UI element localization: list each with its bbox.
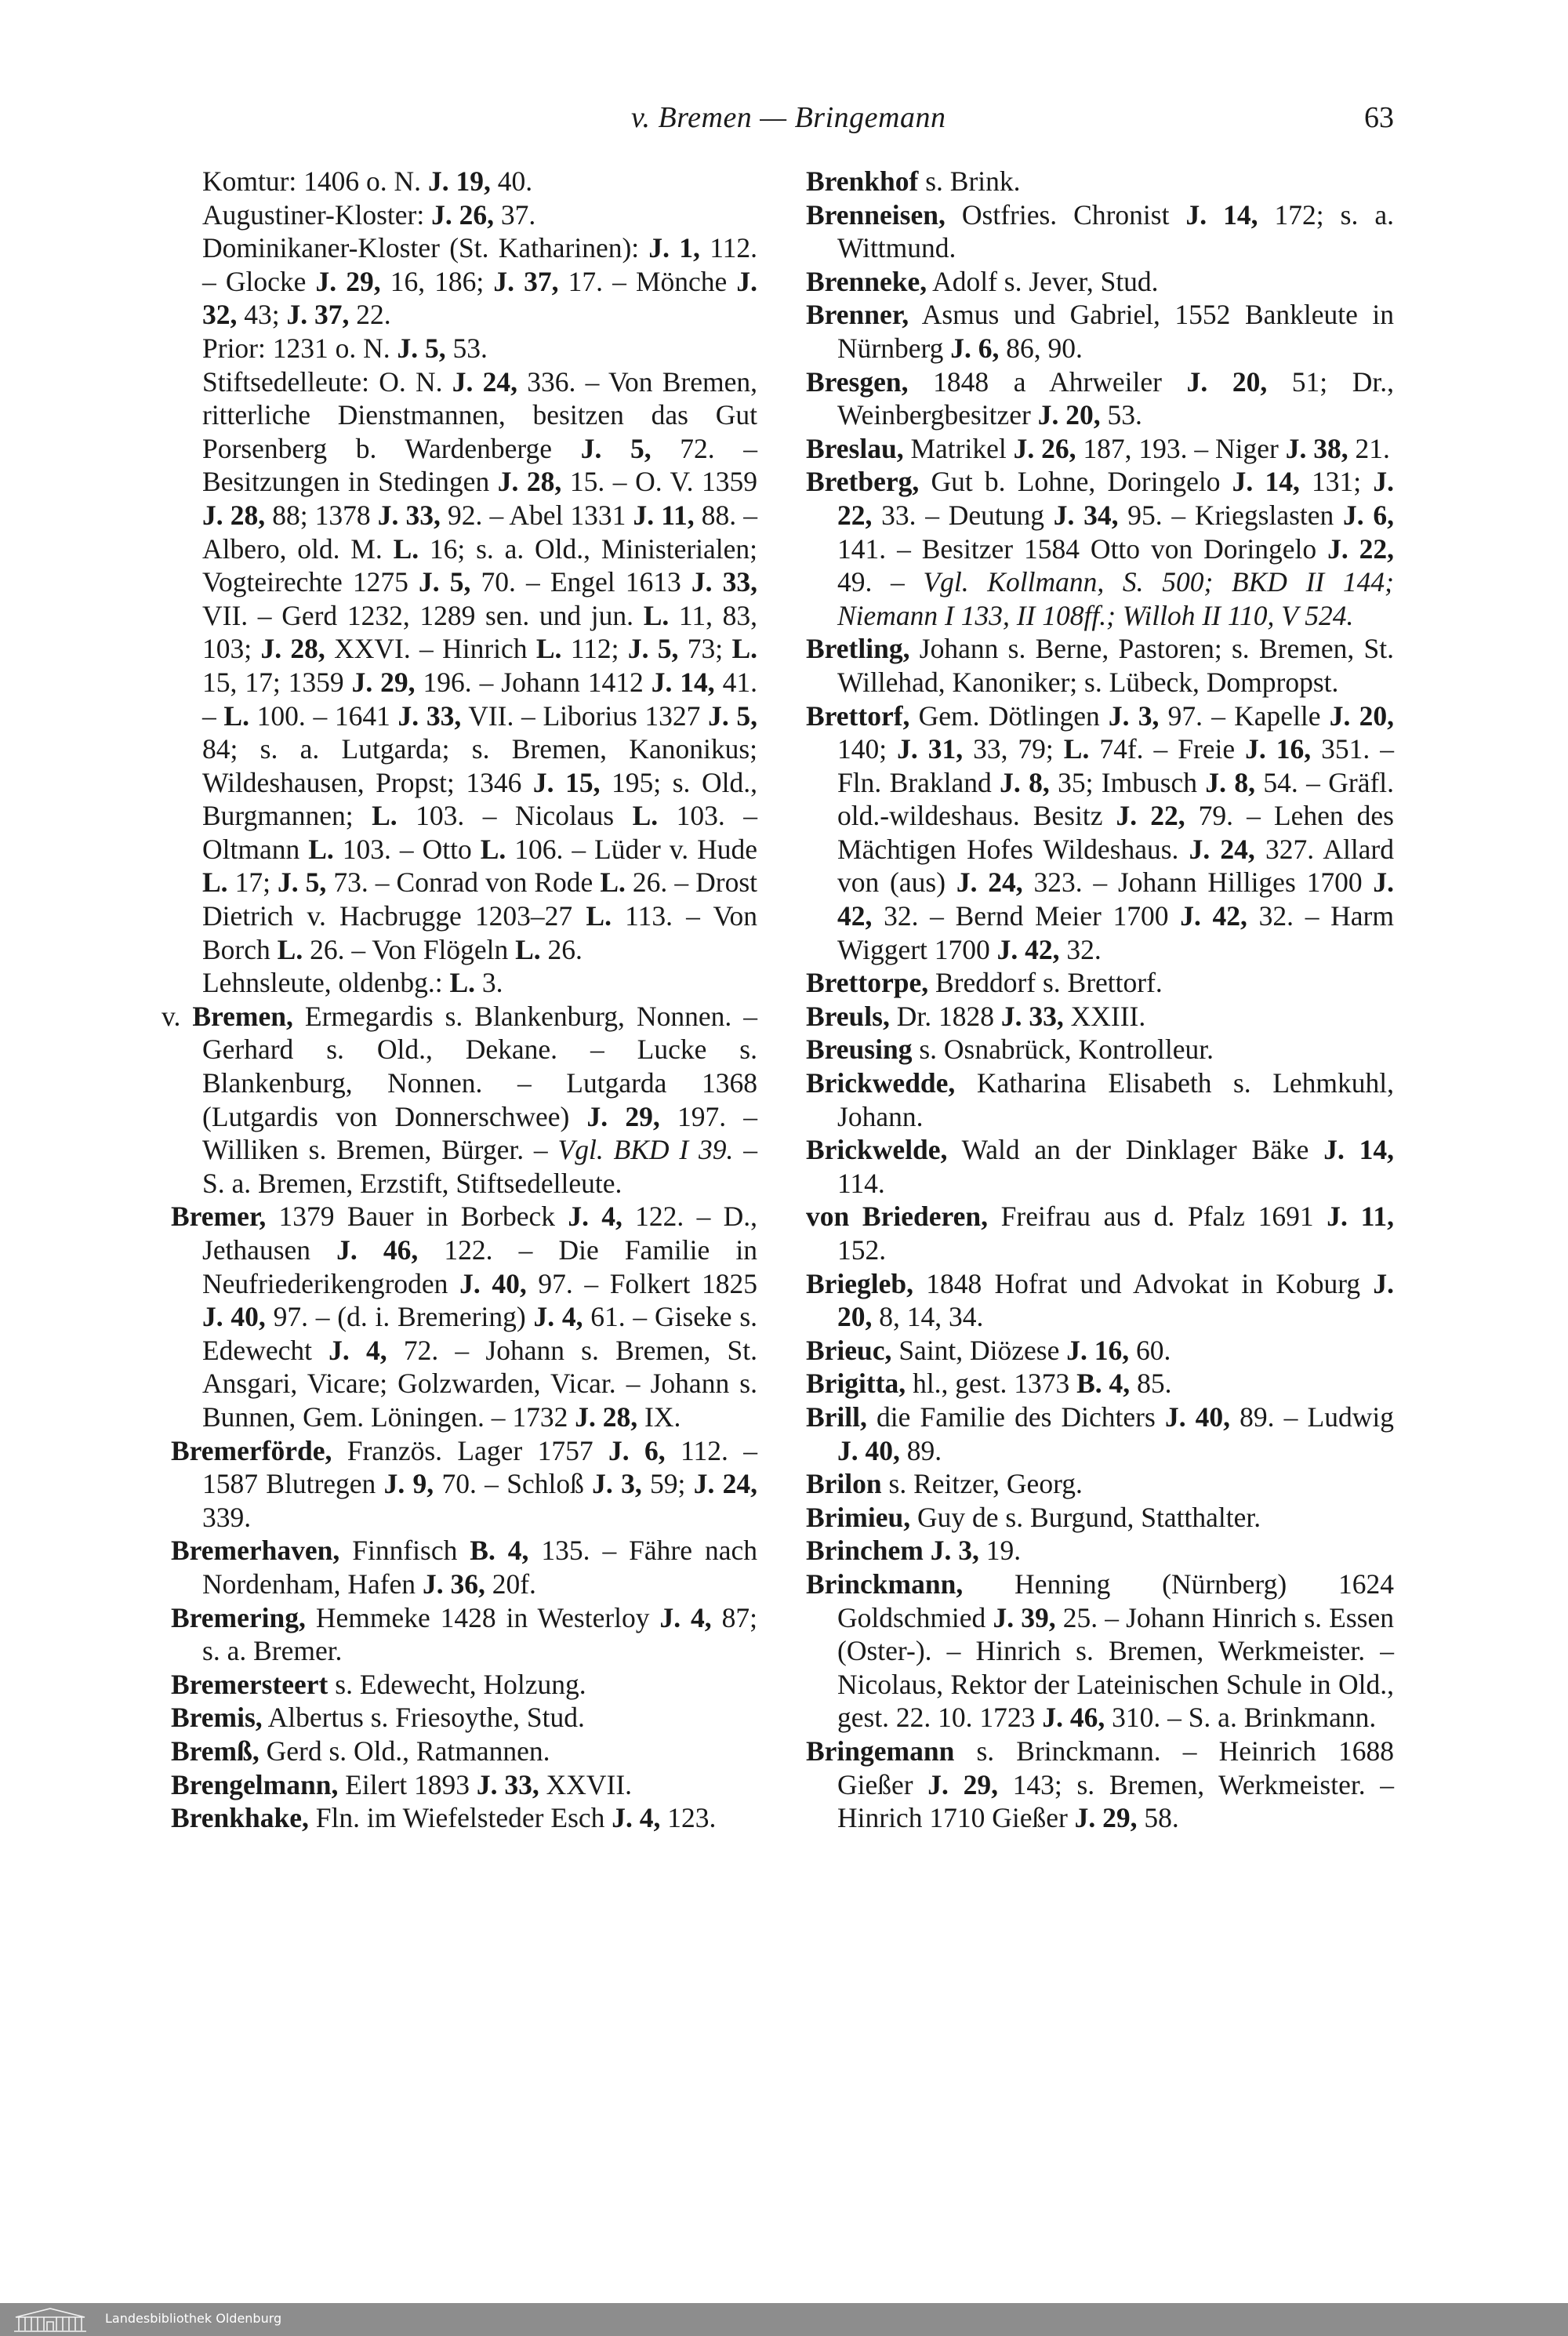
index-entry: Bretberg, Gut b. Lohne, Doringelo J. 14, 131; J. 22, 33. – Deutung J. 34, 95. – Kriegslasten J. 6, 141. – Besitzer 1584 Otto von Doringelo J. 22, 49. – Vgl. Kollmann, S. 500; BKD II 144; Niemann I 133, II 108ff.; Willoh II 110, V 524. bbox=[806, 466, 1395, 631]
index-entry: Bresgen, 1848 a Ahrweiler J. 20, 51; Dr., Weinbergbesitzer J. 20, 53. bbox=[806, 365, 1394, 431]
running-title: v. Bremen — Bringemann bbox=[631, 101, 946, 134]
index-entry: Bremering, Hemmeke 1428 in Westerloy J. 4, 87; s. a. Bremer. bbox=[171, 1601, 757, 1667]
index-entry: Brenkhake, Fln. im Wiefelsteder Esch J. 4, 123. bbox=[171, 1802, 717, 1834]
index-entry: Brickwelde, Wald an der Dinklager Bäke J. 14, 114. bbox=[806, 1134, 1394, 1199]
index-entry: Bringemann s. Brinckmann. – Heinrich 1688 Gießer J. 29, 143; s. Bremen, Werkmeister. – Hinrich 1710 Gießer J. 29, 58. bbox=[806, 1735, 1395, 1834]
index-entry: Breslau, Matrikel J. 26, 187, 193. – Niger J. 38, 21. bbox=[806, 432, 1390, 464]
index-entry: Augustiner-Kloster: J. 26, 37. bbox=[202, 198, 536, 231]
index-entry: Bremß, Gerd s. Old., Ratmannen. bbox=[171, 1735, 550, 1767]
index-entry: Bremerhaven, Finnfisch B. 4, 135. – Fähre nach Nordenham, Hafen J. 36, 20f. bbox=[171, 1535, 757, 1600]
index-entry: Brettorpe, Breddorf s. Brettorf. bbox=[806, 967, 1163, 999]
index-entry: Bremersteert s. Edewecht, Holzung. bbox=[171, 1668, 586, 1700]
index-entry: Bremerförde, Französ. Lager 1757 J. 6, 112. – 1587 Blutregen J. 9, 70. – Schloß J. 3, 59; J. 24, 339. bbox=[171, 1434, 757, 1533]
running-head bbox=[0, 100, 1568, 147]
index-entry: Prior: 1231 o. N. J. 5, 53. bbox=[202, 332, 488, 364]
right-column bbox=[806, 165, 1394, 1835]
index-entry: Brinchem J. 3, 19. bbox=[806, 1535, 1022, 1567]
index-entry: Bretling, Johann s. Berne, Pastoren; s. Bremen, St. Willehad, Kanoniker; s. Lübeck, Dompropst. bbox=[806, 633, 1394, 698]
index-entry: Brettorf, Gem. Dötlingen J. 3, 97. – Kapelle J. 20, 140; J. 31, 33, 79; L. 74f. – Freie J. 16, 351. – Fln. Brakland J. 8, 35; Imbusch J. 8, 54. – Gräfl. old.-wildeshaus. Besitz J. 22, 79. – Lehen des Mächtigen Hofes Wildeshaus. J. 24, 327. Allard von (aus) J. 24, 323. – Johann Hilliges 1700 J. 42, 32. – Bernd Meier 1700 J. 42, 32. – Harm Wiggert 1700 J. 42, 32. bbox=[806, 699, 1395, 965]
index-entry: Bremis, Albertus s. Friesoythe, Stud. bbox=[171, 1702, 585, 1734]
index-entry: Brengelmann, Eilert 1893 J. 33, XXVII. bbox=[171, 1768, 633, 1800]
index-entry: Brenkhof s. Brink. bbox=[806, 165, 1021, 197]
index-entry: Briegleb, 1848 Hofrat und Advokat in Koburg J. 20, 8, 14, 34. bbox=[806, 1267, 1394, 1333]
index-entry: Brilon s. Reitzer, Georg. bbox=[806, 1468, 1083, 1500]
index-entry: Brimieu, Guy de s. Burgund, Statthalter. bbox=[806, 1501, 1261, 1533]
page-number: 63 bbox=[1364, 101, 1394, 134]
index-entry: Brigitta, hl., gest. 1373 B. 4, 85. bbox=[806, 1368, 1172, 1400]
index-entry: Komtur: 1406 o. N. J. 19, 40. bbox=[202, 165, 533, 197]
index-entry: Brinckmann, Henning (Nürnberg) 1624 Goldschmied J. 39, 25. – Johann Hinrich s. Essen (Oster-). – Hinrich s. Bremen, Werkmeister. – Nicolaus, Rektor der Lateinischen Schule in Old., gest. 22. 10. 1723 J. 46, 310. – S. a. Brinkmann. bbox=[806, 1568, 1395, 1734]
index-entry: Breusing s. Osnabrück, Kontrolleur. bbox=[806, 1034, 1214, 1066]
library-name: Landesbibliothek Oldenburg bbox=[105, 2311, 282, 2326]
index-entry: Brill, die Familie des Dichters J. 40, 89. – Ludwig J. 40, 89. bbox=[806, 1401, 1394, 1466]
index-entry: Breuls, Dr. 1828 J. 33, XXIII. bbox=[806, 1000, 1146, 1032]
index-entry: Stiftsedelleute: O. N. J. 24, 336. – Von Bremen, ritterliche Dienstmannen, besitzen das Gut Porsenberg b. Wardenberge J. 5, 72. – Besitzungen in Stedingen J. 28, 15. – O. V. 1359 J. 28, 88; 1378 J. 33, 92. – Abel 1331 J. 11, 88. – Albero, old. M. L. 16; s. a. Old., Ministerialen; Vogteirechte 1275 J. 5, 70. – Engel 1613 J. 33, VII. – Gerd 1232, 1289 sen. und jun. L. 11, 83, 103; J. 28, XXVI. – Hinrich L. 112; J. 5, 73; L. 15, 17; 1359 J. 29, 196. – Johann 1412 J. 14, 41. – L. 100. – 1641 J. 33, VII. – Liborius 1327 J. 5, 84; s. a. Lutgarda; s. Bremen, Kanonikus; Wildeshausen, Propst; 1346 J. 15, 195; s. Old., Burgmannen; L. 103. – Nicolaus L. 103. – Oltmann L. 103. – Otto L. 106. – Lüder v. Hude L. 17; J. 5, 73. – Conrad von Rode L. 26. – Drost Dietrich v. Hacbrugge 1203–27 L. 113. – Von Borch L. 26. – Von Flögeln L. 26. bbox=[202, 365, 758, 965]
index-entry: Brickwedde, Katharina Elisabeth s. Lehmkuhl, Johann. bbox=[806, 1067, 1394, 1132]
index-entry: Brenneke, Adolf s. Jever, Stud. bbox=[806, 265, 1159, 297]
index-entry: von Briederen, Freifrau aus d. Pfalz 1691 J. 11, 152. bbox=[806, 1201, 1394, 1266]
library-building-icon bbox=[11, 2306, 89, 2333]
index-entry: Dominikaner-Kloster (St. Katharinen): J. 1, 112. – Glocke J. 29, 16, 186; J. 37, 17. – Mönche J. 32, 43; J. 37, 22. bbox=[202, 232, 758, 331]
index-entry: Brenneisen, Ostfries. Chronist J. 14, 172; s. a. Wittmund. bbox=[806, 198, 1395, 264]
index-entry: v. Bremen, Ermegardis s. Blankenburg, Nonnen. – Gerhard s. Old., Dekane. – Lucke s. Blankenburg, Nonnen. – Lutgarda 1368 (Lutgardis von Donnerschwee) J. 29, 197. – Williken s. Bremen, Bürger. – Vgl. BKD I 39. – S. a. Bremen, Erzstift, Stiftsedelleute. bbox=[162, 1000, 758, 1199]
index-entry: Lehnsleute, oldenbg.: L. 3. bbox=[202, 967, 503, 999]
index-entry: Bremer, 1379 Bauer in Borbeck J. 4, 122. – D., Jethausen J. 46, 122. – Die Familie in Neufriederikengroden J. 40, 97. – Folkert 1825 J. 40, 97. – (d. i. Bremering) J. 4, 61. – Giseke s. Edewecht J. 4, 72. – Johann s. Bremen, St. Ansgari, Vicare; Golzwarden, Vicar. – Johann s. Bunnen, Gem. Löningen. – 1732 J. 28, IX. bbox=[171, 1201, 758, 1433]
footer-bar bbox=[0, 2303, 1568, 2336]
index-entry: Brenner, Asmus und Gabriel, 1552 Bankleute in Nürnberg J. 6, 86, 90. bbox=[806, 299, 1394, 364]
left-column bbox=[162, 165, 758, 1835]
index-entry: Brieuc, Saint, Diözese J. 16, 60. bbox=[806, 1334, 1171, 1366]
